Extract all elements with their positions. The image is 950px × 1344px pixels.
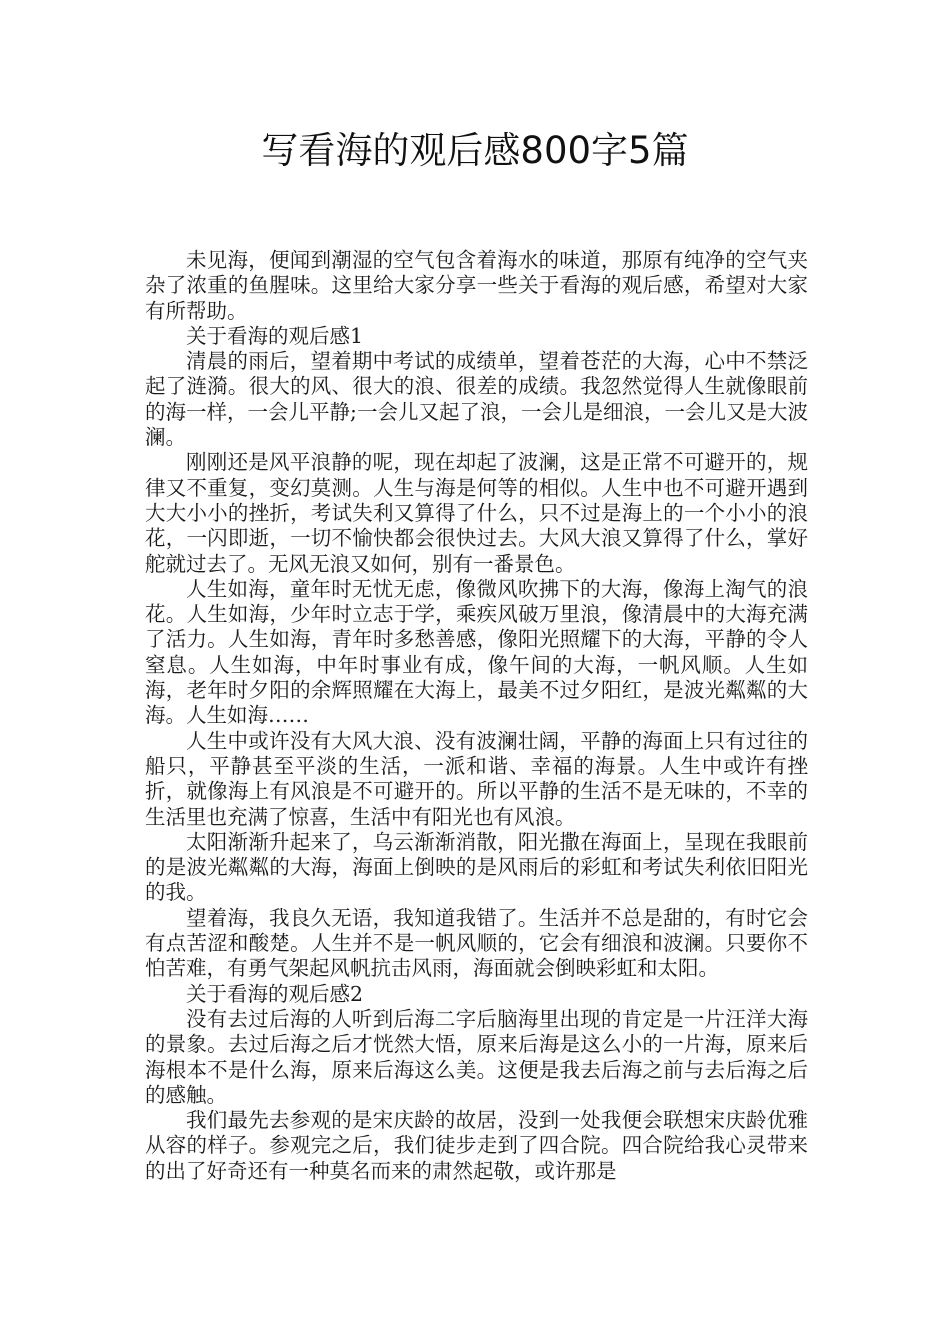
document-body xyxy=(145,248,808,1184)
body-paragraph: 人生中或许没有大风大浪、没有波澜壮阔，平静的海面上只有过往的船只，平静甚至平淡的生活，一派和谐、幸福的海景。人生中或许有挫折，就像海上有风浪是不可避开的。所以平静的生活不是无味的，不幸的生活里也充满了惊喜，生活中有阳光也有风浪。 xyxy=(145,728,808,829)
body-paragraph: 人生如海，童年时无忧无虑，像微风吹拂下的大海，像海上淘气的浪花。人生如海，少年时立志于学，乘疾风破万里浪，像清晨中的大海充满了活力。人生如海，青年时多愁善感，像阳光照耀下的大海，平静的令人窒息。人生如海，中年时事业有成，像午间的大海，一帆风顺。人生如海，老年时夕阳的余辉照耀在大海上，最美不过夕阳红，是波光粼粼的大海。人生如海…… xyxy=(145,576,808,728)
section-heading-1: 关于看海的观后感1 xyxy=(186,323,364,348)
body-paragraph: 望着海，我良久无语，我知道我错了。生活并不总是甜的，有时它会有点苦涩和酸楚。人生并不是一帆风顺的，它会有细浪和波澜。只要你不怕苦难，有勇气架起风帆抗击风雨，海面就会倒映彩虹和太阳。 xyxy=(145,905,808,981)
body-paragraph: 没有去过后海的人听到后海二字后脑海里出现的肯定是一片汪洋大海的景象。去过后海之后才恍然大悟，原来后海是这么小的一片海，原来后海根本不是什么海，原来后海这么美。这便是我去后海之前与去后海之后的感触。 xyxy=(145,1006,808,1107)
intro-paragraph: 未见海，便闻到潮湿的空气包含着海水的味道，那原有纯净的空气夹杂了浓重的鱼腥味。这里给大家分享一些关于看海的观后感，希望对大家有所帮助。 xyxy=(145,248,808,323)
section-heading-2: 关于看海的观后感2 xyxy=(186,981,364,1006)
body-paragraph: 我们最先去参观的是宋庆龄的故居，没到一处我便会联想宋庆龄优雅从容的样子。参观完之后，我们徒步走到了四合院。四合院给我心灵带来的出了好奇还有一种莫名而来的肃然起敬，或许那是 xyxy=(145,1108,808,1183)
document-title: 写看海的观后感800字5篇 xyxy=(261,129,689,172)
body-paragraph: 太阳渐渐升起来了，乌云渐渐消散，阳光撒在海面上，呈现在我眼前的是波光粼粼的大海，海面上倒映的是风雨后的彩虹和考试失利依旧阳光的我。 xyxy=(145,829,808,905)
body-paragraph: 刚刚还是风平浪静的呢，现在却起了波澜，这是正常不可避开的，规律又不重复，变幻莫测。人生与海是何等的相似。人生中也不可避开遇到大大小小的挫折，考试失利又算得了什么，只不过是海上的一个小小的浪花，一闪即逝，一切不愉快都会很快过去。大风大浪又算得了什么，掌好舵就过去了。无风无浪又如何，别有一番景色。 xyxy=(145,450,808,576)
body-paragraph: 清晨的雨后，望着期中考试的成绩单，望着苍茫的大海，心中不禁泛起了涟漪。很大的风、很大的浪、很差的成绩。我忽然觉得人生就像眼前的海一样，一会儿平静;一会儿又起了浪，一会儿是细浪，一会儿又是大波澜。 xyxy=(145,349,808,450)
